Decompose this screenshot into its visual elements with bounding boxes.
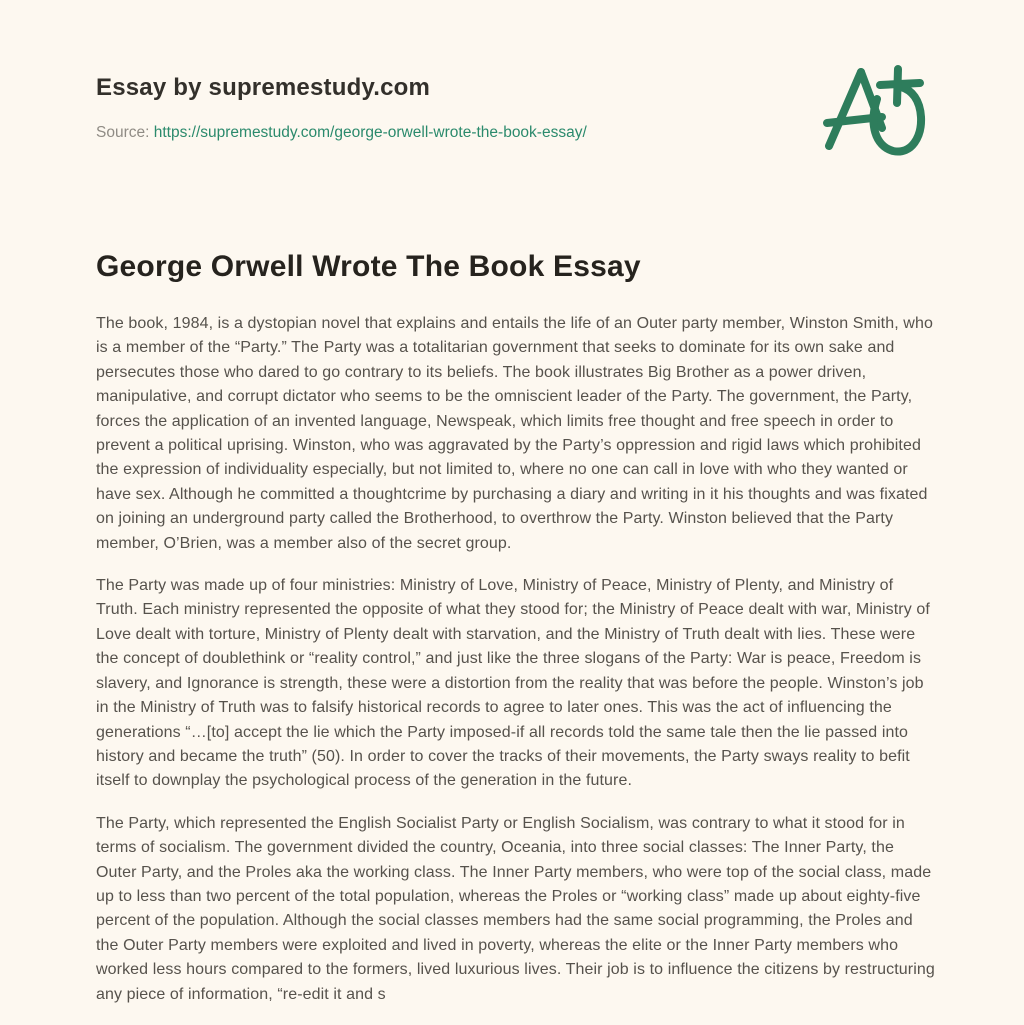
source-label: Source: (96, 124, 150, 141)
source-line (96, 124, 587, 142)
source-url-link[interactable]: https://supremestudy.com/george-orwell-wrote-the-book-essay/ (153, 124, 587, 141)
essay-paragraph: The book, 1984, is a dystopian novel that explains and entails the life of an Outer party member, Winston Smith, who is a member of the “Party.” The Party was a totalitarian government that seeks to dominate for its own sake and persecutes those who dared to go contrary to its beliefs. The book illustrates Big Brother as a power driven, manipulative, and corrupt dictator who seems to be the omniscient leader of the Party. The government, the Party, forces the application of an invented language, Newspeak, which limits free thought and free speech in order to prevent a political uprising. Winston, who was aggravated by the Party’s oppression and rigid laws which prohibited the expression of individuality especially, but not limited to, where no one can call in love with who they wanted or have sex. Although he committed a thoughtcrime by purchasing a diary and writing in it his thoughts and was fixated on joining an underground party called the Brotherhood, to overthrow the Party. Winston believed that the Party member, O’Brien, was a member also of the secret group. (96, 315, 933, 552)
a-plus-logo-icon (822, 62, 926, 164)
essay-paragraph: The Party was made up of four ministries: Ministry of Love, Ministry of Peace, Ministry of Plenty, and Ministry of Truth. Each ministry represented the opposite of what they stood for; the Ministry of Peace dealt with war, Ministry of Love dealt with torture, Ministry of Plenty dealt with starvation, and the Ministry of Truth dealt with lies. These were the concept of doublethink or “reality control,” and just like the three slogans of the Party: War is peace, Freedom is slavery, and Ignorance is strength, these were a distortion from the reality that was before the people. Winston’s job in the Ministry of Truth was to falsify historical records to agree to later ones. This was the act of influencing the generations “…[to] accept the lie which the Party imposed-if all records told the same tale then the lie passed into history and became the truth” (50). In order to cover the tracks of their movements, the Party sways reality to befit itself to downplay the psychological process of the generation in the future. (96, 577, 930, 790)
essay-title: George Orwell Wrote The Book Essay (96, 250, 641, 283)
essay-paragraph: The Party, which represented the English Socialist Party or English Socialism, was contrary to what it stood for in terms of socialism. The government divided the country, Oceania, into three social classes: The Inner Party, the Outer Party, and the Proles aka the working class. The Inner Party members, who were top of the social class, made up to less than two percent of the total population, whereas the Proles or “working class” made up about eighty-five percent of the population. Although the social classes members had the same social programming, the Proles and the Outer Party members were exploited and lived in poverty, whereas the elite or the Inner Party members who worked less hours compared to the formers, lived luxurious lives. Their job is to influence the citizens by restructuring any piece of information, “re-edit it and s (96, 814, 935, 1003)
page-title: Essay by supremestudy.com (96, 74, 431, 101)
essay-body (96, 312, 936, 1025)
